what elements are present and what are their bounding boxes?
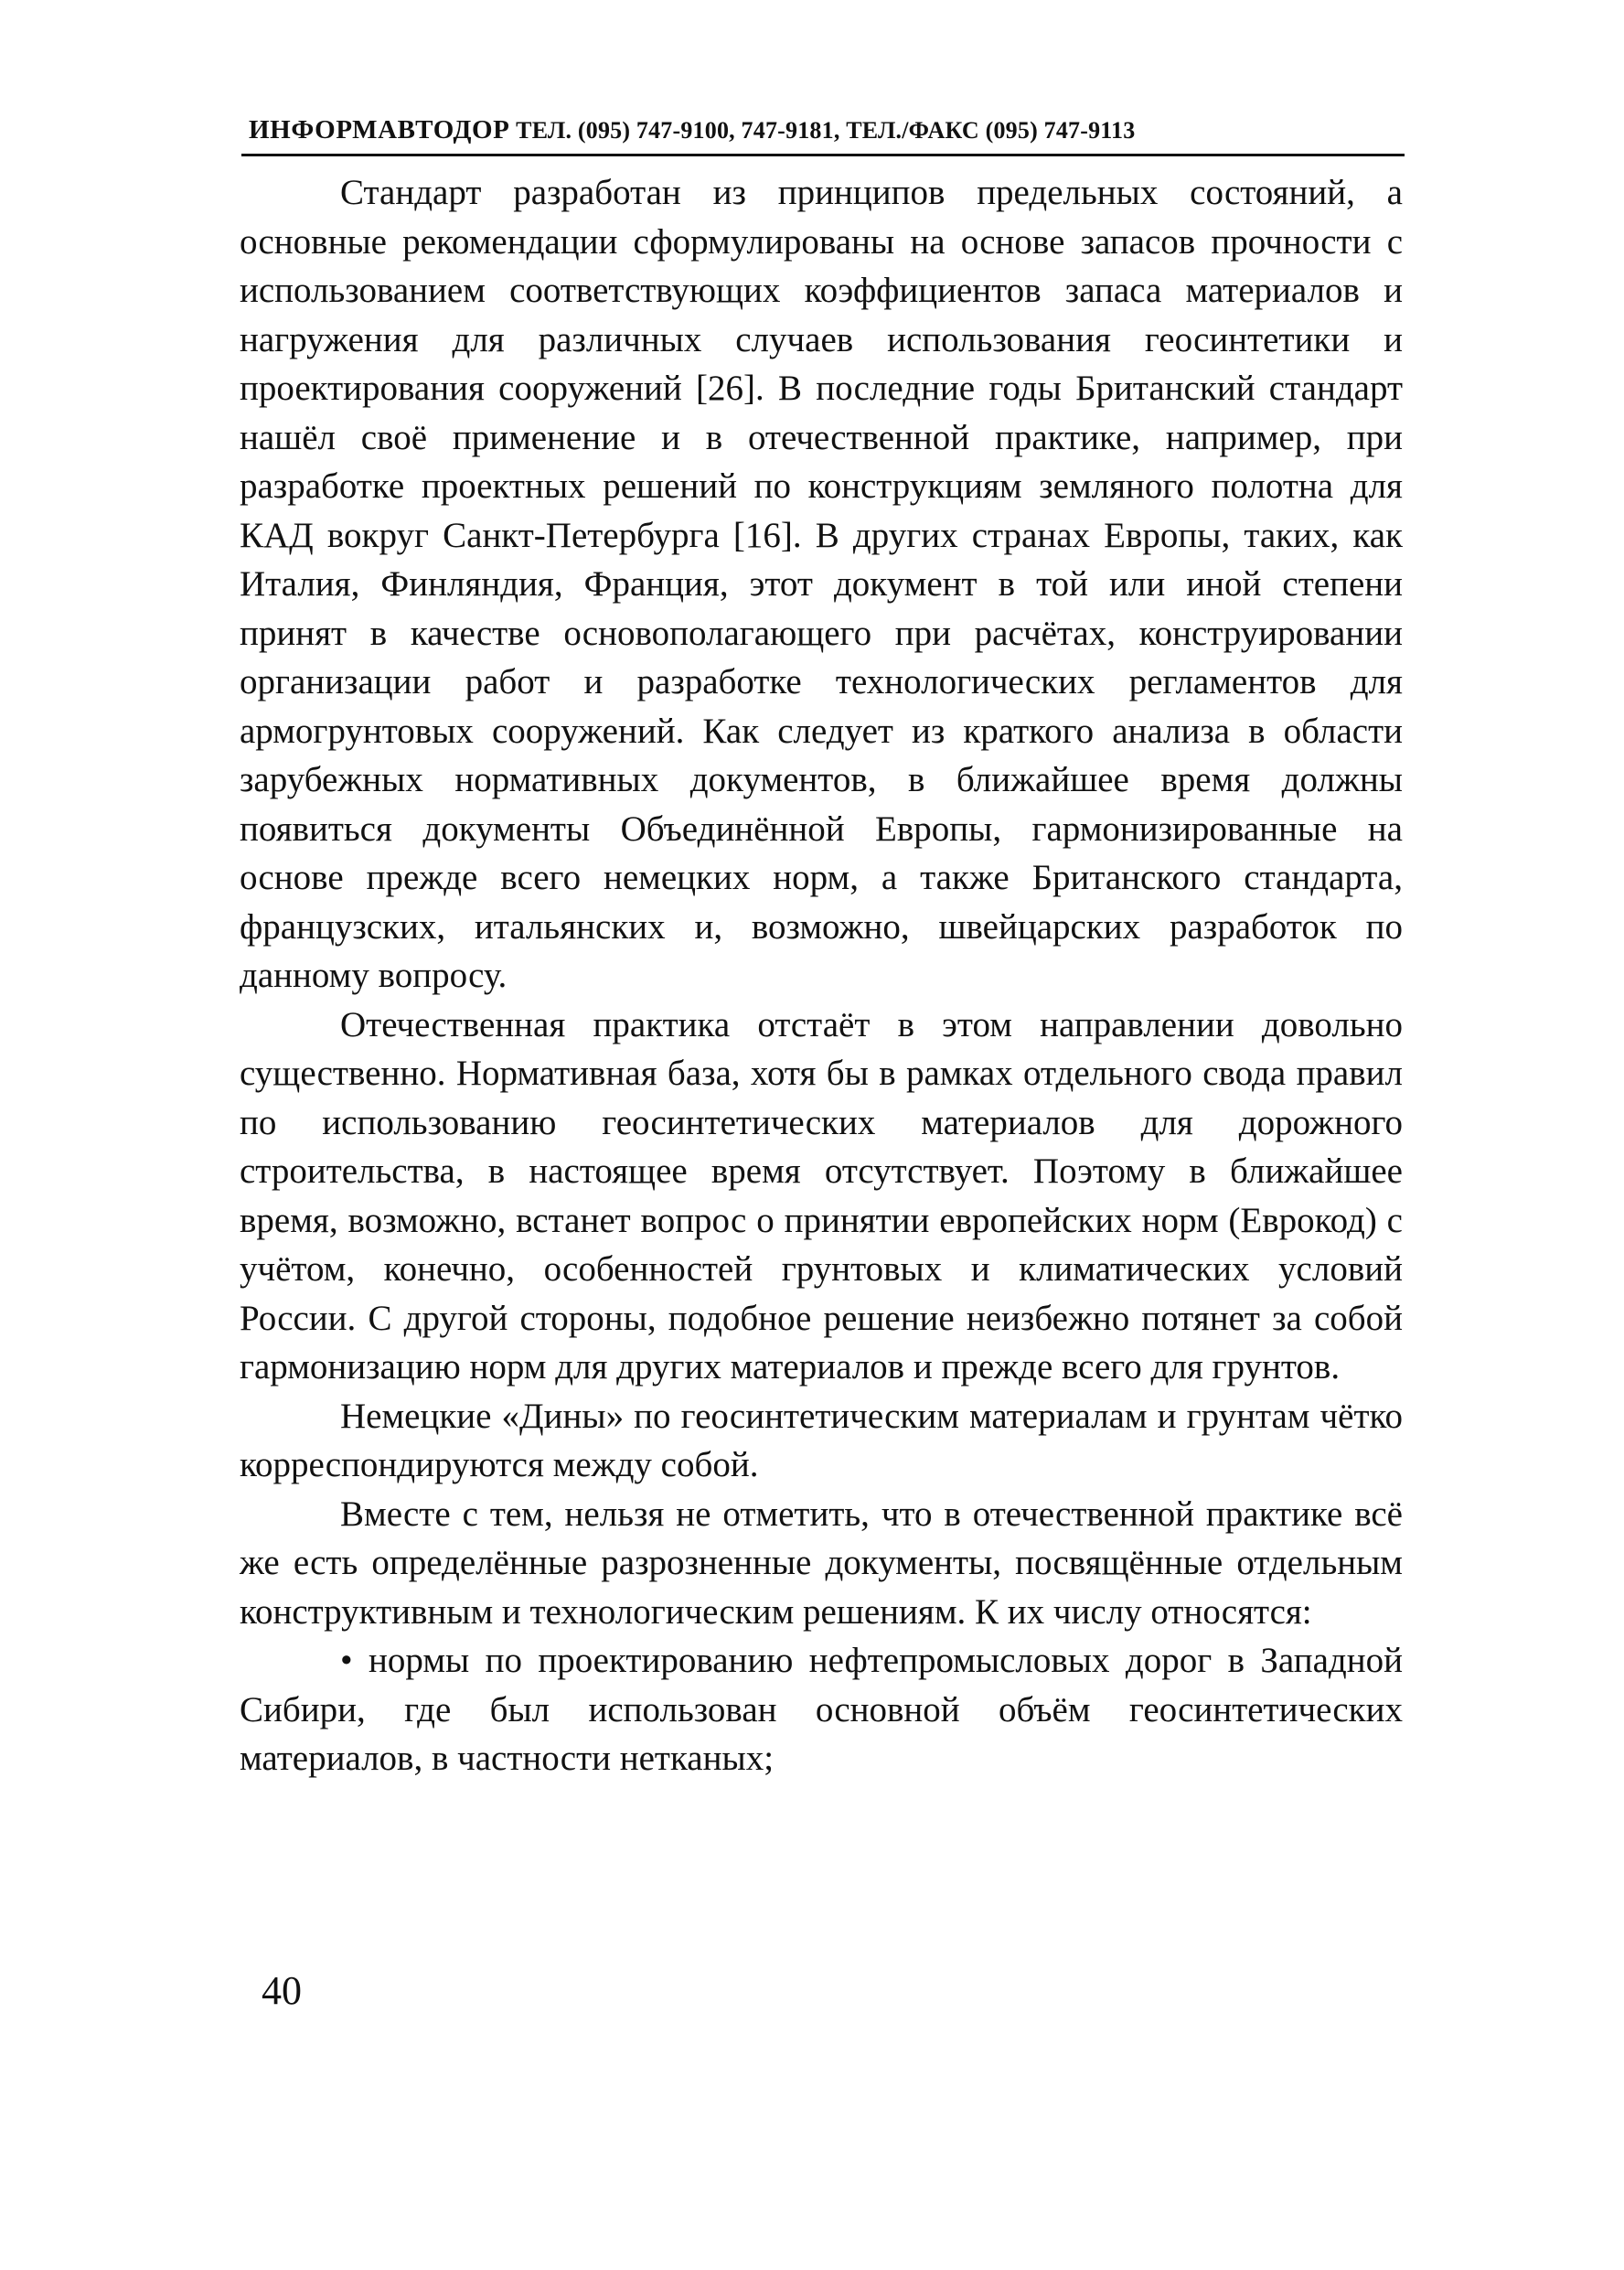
paragraph: Отечественная практика отстаёт в этом направлении довольно существенно. Нормативная база, хотя бы в рамках отдельного свода правил по использованию геосинтетических материалов для дорожного строительства, в настоящее время отсутствует. Поэтому в ближайшее время, возможно, встанет вопрос о принятии европейских норм (Еврокод) с учётом, конечно, особенностей грунтовых и климатических условий России. С другой стороны, подобное решение неизбежно потянет за собой гармонизацию норм для других материалов и прежде всего для грунтов. xyxy=(240,1004,1403,1387)
page-number: 40 xyxy=(262,1968,302,2013)
paragraph: Стандарт разработан из принципов предельных состояний, а основные рекомендации сформулированы на основе запасов прочности с использованием соответствующих коэффициентов запаса материалов и нагружения для различных случаев использования геосинтетики и проектирования сооружений [26]. В последние годы Британский стандарт нашёл своё применение и в отечественной практике, например, при разработке проектных решений по конструкциям земляного полотна для КАД вокруг Санкт-Петербурга [16]. В других странах Европы, таких, как Италия, Финляндия, Франция, этот документ в той или иной степени принят в качестве основополагающего при расчётах, конструировании организации работ и разработке технологических регламентов для армогрунтовых сооружений. Как следует из краткого анализа в области зарубежных нормативных документов, в ближайшее время должны появиться документы Объединённой Европы, гармонизированные на основе прежде всего немецких норм, а также Британского стандарта, французских, итальянских и, возможно, швейцарских разработок по данному вопросу. xyxy=(240,173,1403,995)
publisher-name: ИНФОРМАВТОДОР xyxy=(249,115,510,145)
publisher-contacts: ТЕЛ. (095) 747-9100, 747-9181, ТЕЛ./ФАКС (095) 747-9113 xyxy=(516,117,1136,144)
running-header xyxy=(249,115,1401,145)
header-rule xyxy=(241,154,1405,156)
paragraph: Вместе с тем, нельзя не отметить, что в отечественной практике всё же есть определённые разрозненные документы, посвящённые отдельным конструктивным и технологическим решениям. К их числу относятся: xyxy=(240,1494,1403,1632)
paragraph: Немецкие «Дины» по геосинтетическим материалам и грунтам чётко корреспондируются между собой. xyxy=(240,1396,1403,1484)
body-text xyxy=(240,168,1403,1783)
bullet-item: • нормы по проектированию нефтепромысловых дорог в Западной Сибири, где был использован основной объём геосинтетических материалов, в частности нетканых; xyxy=(240,1641,1403,1778)
